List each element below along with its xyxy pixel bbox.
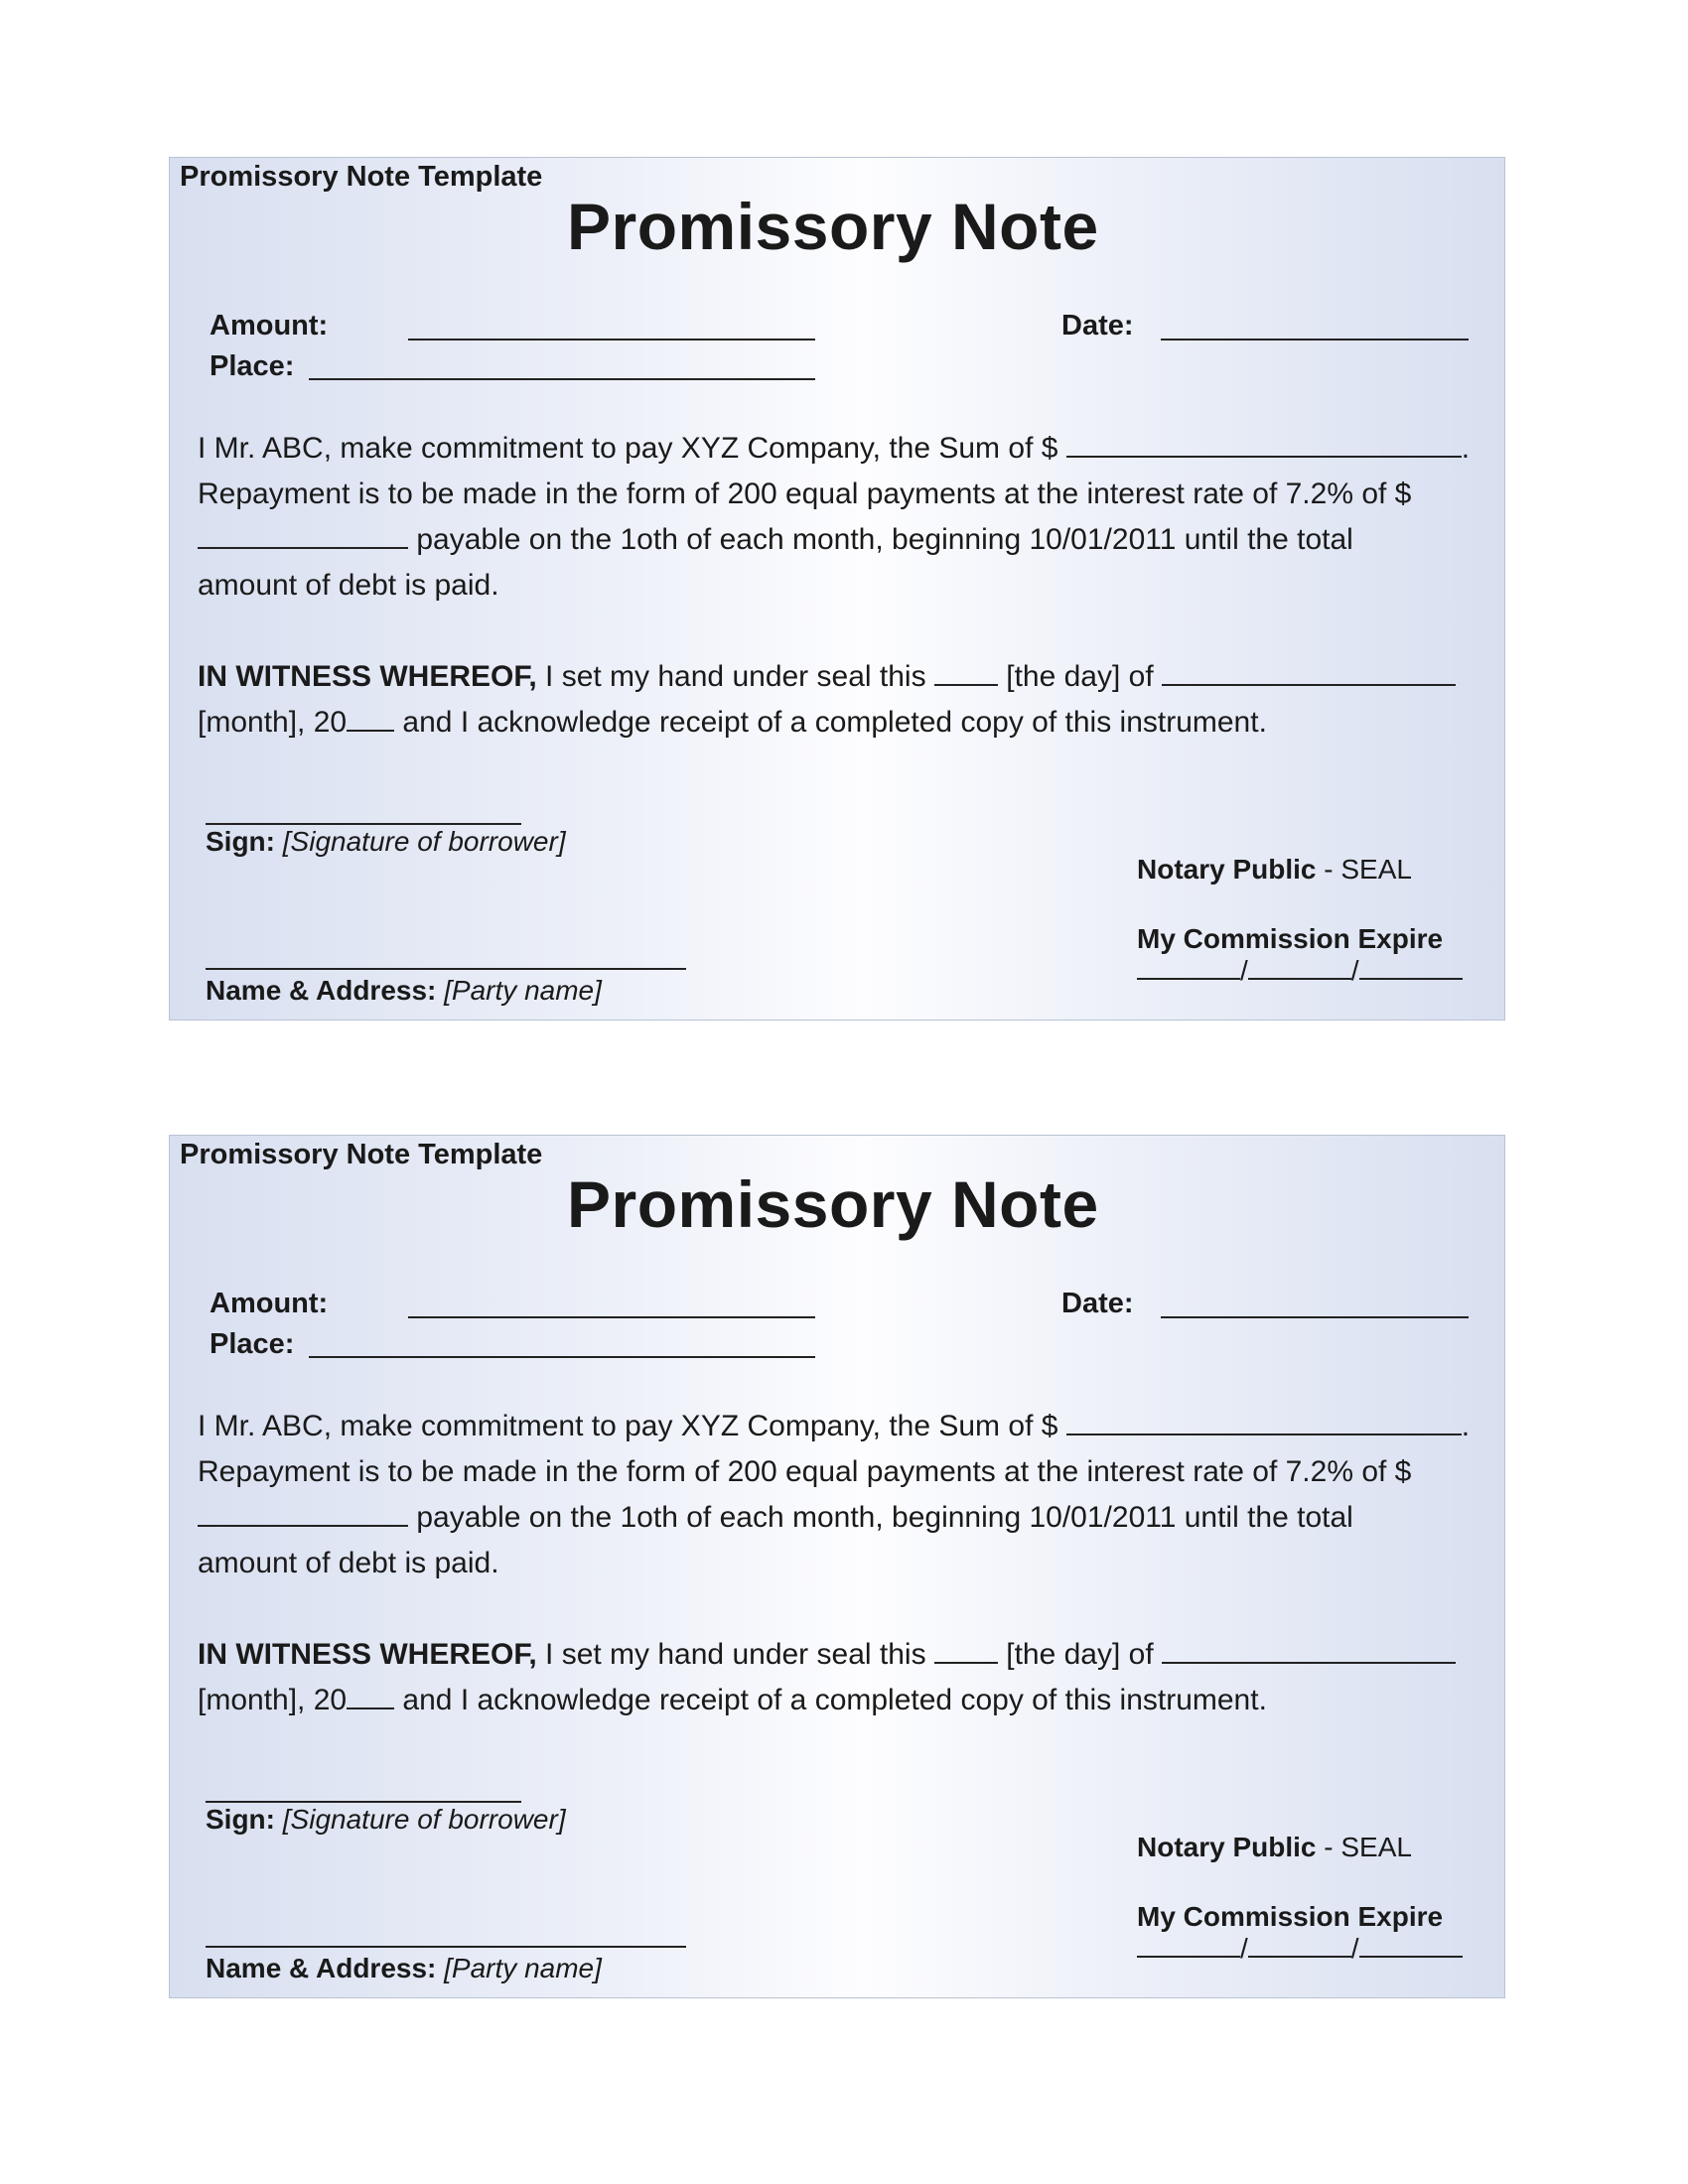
promissory-note-2 xyxy=(169,1135,1505,1998)
witness-text-1: I set my hand under seal this xyxy=(536,1638,934,1671)
date-segment[interactable] xyxy=(1359,956,1463,980)
payment-amount-field[interactable] xyxy=(198,525,408,549)
commitment-line-3: payable on the 1oth of each month, beginning 10/01/2011 until the total xyxy=(408,523,1353,556)
name-address-field[interactable] xyxy=(206,1946,686,1948)
sign-label: Sign: xyxy=(206,826,275,857)
name-label: Name & Address: xyxy=(206,975,437,1006)
witness-text-2: [the day] of xyxy=(997,660,1163,693)
witness-text-3: [month], 20 xyxy=(198,1684,348,1716)
slash: / xyxy=(1240,955,1248,986)
promissory-note-1 xyxy=(169,157,1505,1021)
date-label: Date: xyxy=(1061,310,1134,341)
year-field[interactable] xyxy=(347,708,394,732)
sign-label: Sign: xyxy=(206,1804,275,1835)
sign-value: [Signature of borrower] xyxy=(282,826,566,857)
date-label: Date: xyxy=(1061,1288,1134,1319)
date-segment[interactable] xyxy=(1248,1934,1351,1958)
commitment-line-2: Repayment is to be made in the form of 200 equal payments at the interest rate of 7.2% of $ xyxy=(198,1455,1412,1488)
month-field[interactable] xyxy=(1162,1640,1456,1664)
witness-text-4: and I acknowledge receipt of a completed copy of this instrument. xyxy=(394,706,1267,739)
name-value: [Party name] xyxy=(444,1953,602,1983)
date-field[interactable] xyxy=(1161,1316,1469,1318)
amount-field[interactable] xyxy=(408,1316,815,1318)
sign-value: [Signature of borrower] xyxy=(282,1804,566,1835)
witness-text-3: [month], 20 xyxy=(198,706,348,739)
date-segment[interactable] xyxy=(1137,1934,1240,1958)
commitment-line-4: amount of debt is paid. xyxy=(198,1547,499,1579)
name-value: [Party name] xyxy=(444,975,602,1006)
template-label: Promissory Note Template xyxy=(180,161,543,193)
payment-amount-field[interactable] xyxy=(198,1503,408,1527)
commitment-line-1: I Mr. ABC, make commitment to pay XYZ Company, the Sum of $ xyxy=(198,1410,1066,1442)
witness-heading: IN WITNESS WHEREOF, xyxy=(198,1638,537,1671)
witness-text-1: I set my hand under seal this xyxy=(536,660,934,693)
place-label: Place: xyxy=(210,350,295,382)
slash: / xyxy=(1350,955,1359,986)
witness-paragraph xyxy=(198,654,1456,746)
sign-caption xyxy=(206,825,566,859)
witness-paragraph xyxy=(198,1632,1456,1723)
amount-label: Amount: xyxy=(210,1288,329,1319)
notary-public xyxy=(1137,1831,1412,1864)
commitment-line-1: I Mr. ABC, make commitment to pay XYZ Company, the Sum of $ xyxy=(198,432,1066,465)
witness-text-2: [the day] of xyxy=(997,1638,1163,1671)
notary-label: Notary Public xyxy=(1137,854,1317,885)
place-field[interactable] xyxy=(309,378,815,380)
commitment-paragraph xyxy=(198,426,1470,609)
place-field[interactable] xyxy=(309,1356,815,1358)
name-address-field[interactable] xyxy=(206,968,686,970)
commitment-paragraph xyxy=(198,1404,1470,1586)
day-field[interactable] xyxy=(934,1640,998,1664)
month-field[interactable] xyxy=(1162,662,1456,686)
witness-text-4: and I acknowledge receipt of a completed copy of this instrument. xyxy=(394,1684,1267,1716)
sign-caption xyxy=(206,1803,566,1837)
day-field[interactable] xyxy=(934,662,998,686)
sum-field[interactable] xyxy=(1066,434,1462,458)
date-segment[interactable] xyxy=(1248,956,1351,980)
period: . xyxy=(1461,432,1471,465)
place-label: Place: xyxy=(210,1328,295,1360)
date-segment[interactable] xyxy=(1359,1934,1463,1958)
period: . xyxy=(1461,1410,1471,1442)
name-caption xyxy=(206,1952,602,1985)
commitment-line-4: amount of debt is paid. xyxy=(198,569,499,602)
note-title: Promissory Note xyxy=(567,1167,1099,1241)
amount-field[interactable] xyxy=(408,339,815,341)
commitment-line-2: Repayment is to be made in the form of 200 equal payments at the interest rate of 7.2% of $ xyxy=(198,478,1412,510)
slash: / xyxy=(1240,1933,1248,1964)
notary-seal: - SEAL xyxy=(1316,854,1412,885)
sum-field[interactable] xyxy=(1066,1412,1462,1435)
amount-label: Amount: xyxy=(210,310,329,341)
name-label: Name & Address: xyxy=(206,1953,437,1983)
commitment-line-3: payable on the 1oth of each month, beginning 10/01/2011 until the total xyxy=(408,1501,1353,1534)
commission-expire-label: My Commission Expire xyxy=(1137,923,1444,954)
note-title: Promissory Note xyxy=(567,190,1099,263)
year-field[interactable] xyxy=(347,1686,394,1709)
notary-seal: - SEAL xyxy=(1316,1832,1412,1862)
commission-date-field[interactable] xyxy=(1137,956,1463,986)
commission-expire-label: My Commission Expire xyxy=(1137,1901,1444,1932)
date-field[interactable] xyxy=(1161,339,1469,341)
slash: / xyxy=(1350,1933,1359,1964)
template-label: Promissory Note Template xyxy=(180,1139,543,1170)
commission-date-field[interactable] xyxy=(1137,1934,1463,1964)
notary-label: Notary Public xyxy=(1137,1832,1317,1862)
date-segment[interactable] xyxy=(1137,956,1240,980)
witness-heading: IN WITNESS WHEREOF, xyxy=(198,660,537,693)
name-caption xyxy=(206,974,602,1008)
notary-public xyxy=(1137,853,1412,887)
